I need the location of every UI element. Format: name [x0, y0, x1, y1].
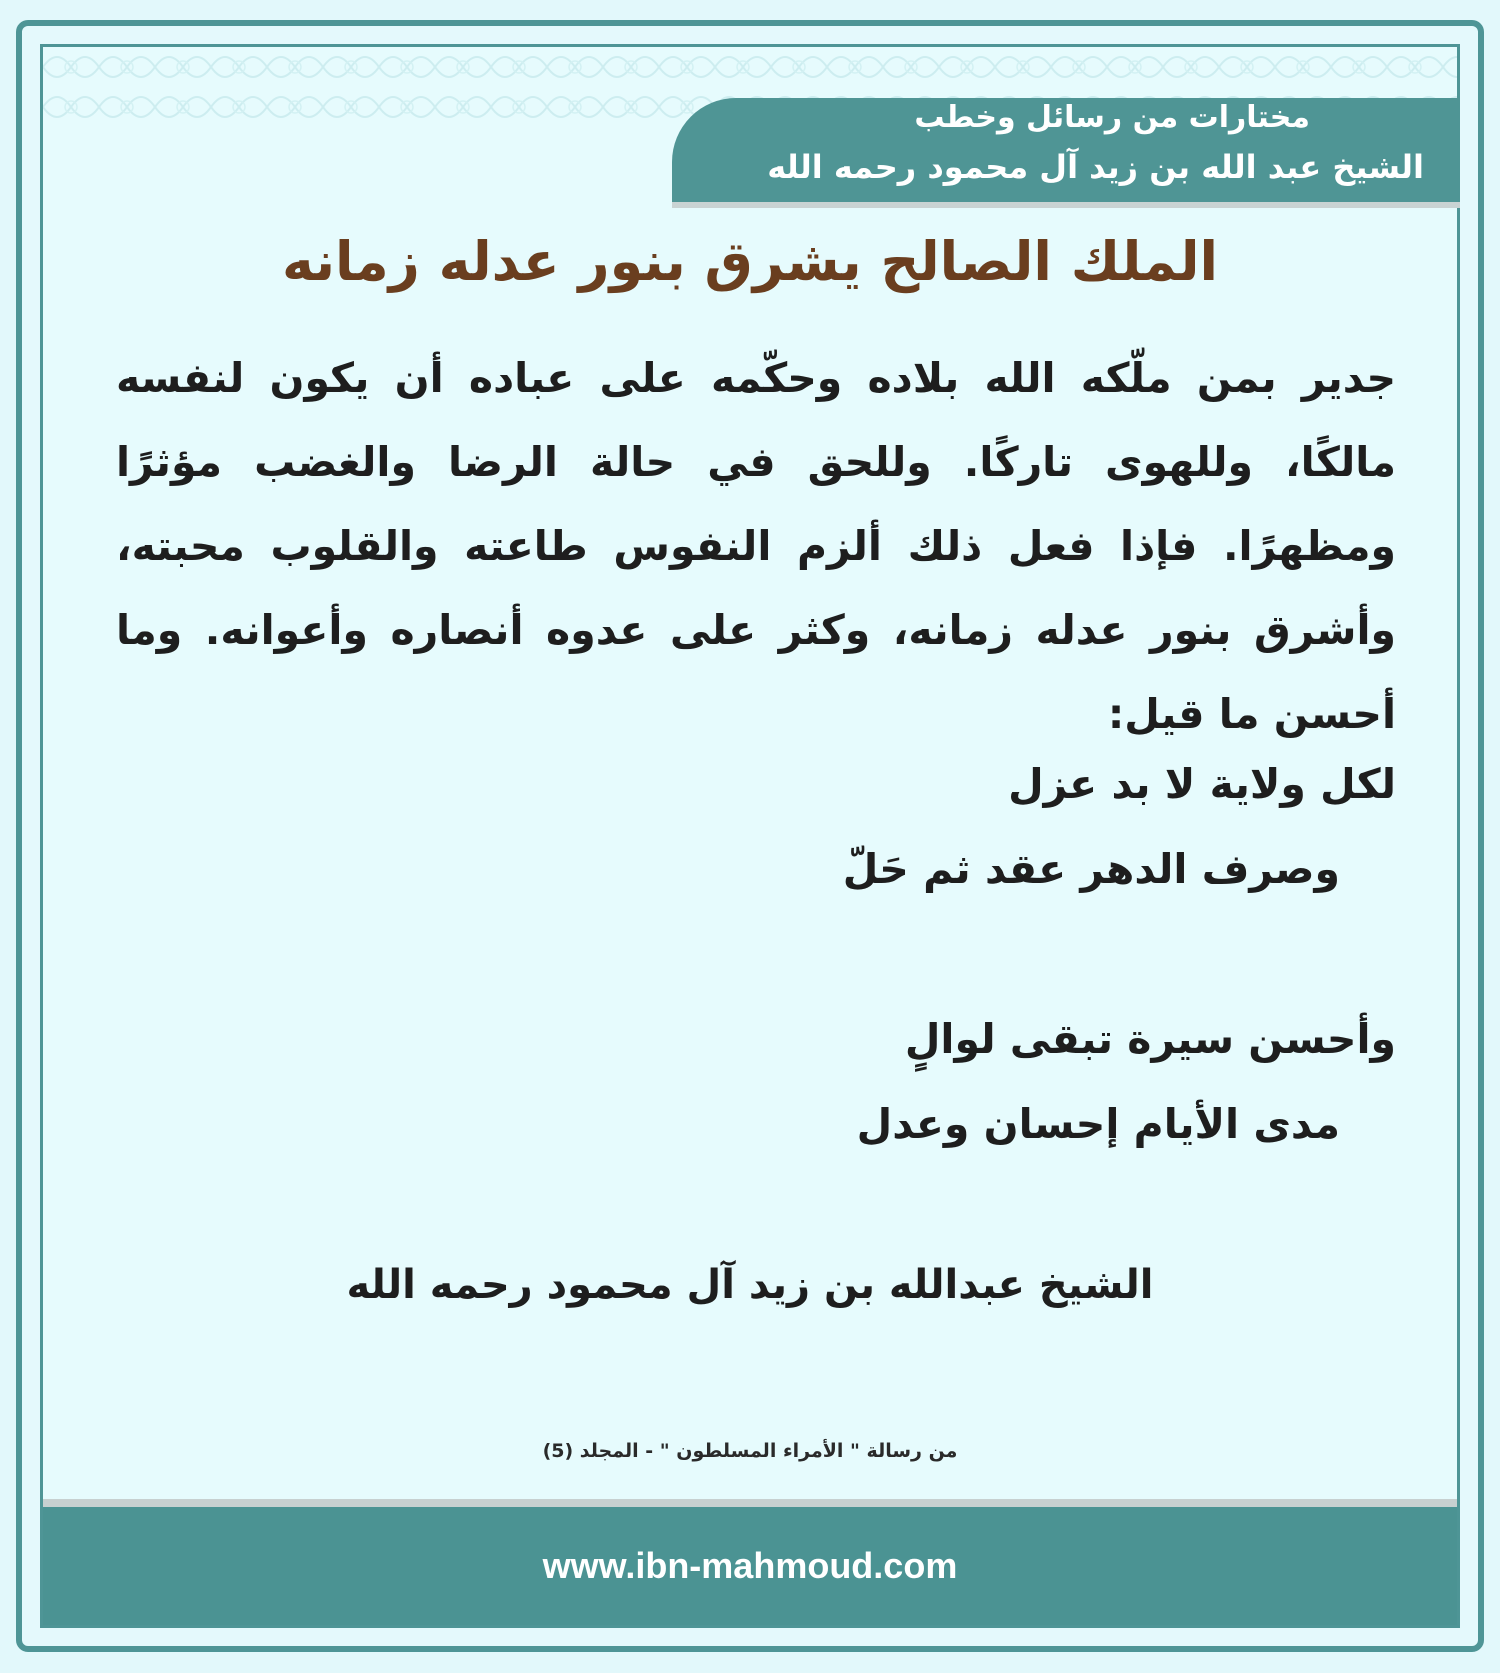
header-author-name: الشيخ عبد الله بن زيد آل محمود رحمه الله: [767, 148, 1424, 186]
source-citation: من رسالة " الأمراء المسلطون " - المجلد (5): [542, 1440, 958, 1462]
verse-line-4: مدى الأيام إحسان وعدل: [856, 1100, 1340, 1148]
header-banner: [672, 98, 1460, 202]
header-series-title: مختارات من رسائل وخطب: [914, 100, 1310, 135]
website-link[interactable]: www.ibn-mahmoud.com: [542, 1545, 958, 1586]
author-signature: الشيخ عبدالله بن زيد آل محمود رحمه الله: [346, 1262, 1154, 1308]
verse-line-3: وأحسن سيرة تبقى لوالٍ: [904, 1015, 1396, 1063]
verse-line-2: وصرف الدهر عقد ثم حَلّ: [842, 845, 1340, 893]
footer-bar: [43, 1507, 1457, 1625]
article-body: جدير بمن ملّكه الله بلاده وحكّمه على عباده أن يكون لنفسه مالكًا، وللهوى تاركًا. وللحق في حالة الرضا والغضب مؤثرًا ومظهرًا. فإذا فعل ذلك ألزم النفوس طاعته والقلوب محبته، وأشرق بنور عدله زمانه، وكثر على عدوه أنصاره وأعوانه. وما أحسن ما قيل:: [116, 354, 1396, 738]
verse-line-1: لكل ولاية لا بد عزل: [1008, 760, 1396, 808]
article-title: الملك الصالح يشرق بنور عدله زمانه: [281, 230, 1219, 293]
